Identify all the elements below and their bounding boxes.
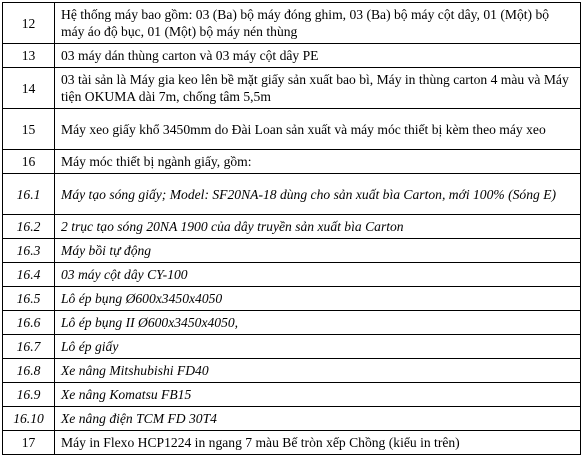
table-row xyxy=(3,44,581,68)
row-number: 16.9 xyxy=(3,383,55,407)
table-row xyxy=(3,174,581,215)
row-description: Máy tạo sóng giấy; Model: SF20NA-18 dùng cho sản xuất bìa Carton, mới 100% (Sóng E) xyxy=(55,174,581,215)
table-row xyxy=(3,263,581,287)
row-number: 16.1 xyxy=(3,174,55,215)
row-description: 03 tài sản là Máy gia keo lên bề mặt giấy sản xuất bao bì, Máy in thùng carton 4 màu và Máy tiện OKUMA dài 7m, chống tâm 5,5m xyxy=(55,68,581,109)
table-row xyxy=(3,3,581,44)
row-number: 12 xyxy=(3,3,55,44)
asset-table-body xyxy=(3,3,581,455)
table-row xyxy=(3,383,581,407)
table-row xyxy=(3,335,581,359)
row-description: Xe nâng điện TCM FD 30T4 xyxy=(55,407,581,431)
row-number: 16.2 xyxy=(3,215,55,239)
row-description: Xe nâng Komatsu FB15 xyxy=(55,383,581,407)
row-description: 2 trục tạo sóng 20NA 1900 của dây truyền sản xuất bìa Carton xyxy=(55,215,581,239)
row-number: 16 xyxy=(3,150,55,174)
row-number: 14 xyxy=(3,68,55,109)
row-number: 17 xyxy=(3,431,55,455)
row-description: Máy xeo giấy khổ 3450mm do Đài Loan sản xuất và máy móc thiết bị kèm theo máy xeo xyxy=(55,109,581,150)
row-number: 16.3 xyxy=(3,239,55,263)
row-description: Máy móc thiết bị ngành giấy, gồm: xyxy=(55,150,581,174)
table-row xyxy=(3,215,581,239)
table-row xyxy=(3,407,581,431)
row-description: 03 máy dán thùng carton và 03 máy cột dây PE xyxy=(55,44,581,68)
row-number: 16.5 xyxy=(3,287,55,311)
table-row xyxy=(3,109,581,150)
row-description: Lô ép bụng II Ø600x3450x4050, xyxy=(55,311,581,335)
table-row xyxy=(3,359,581,383)
table-row xyxy=(3,431,581,455)
table-row xyxy=(3,311,581,335)
row-description: Lô ép giấy xyxy=(55,335,581,359)
table-row xyxy=(3,239,581,263)
table-row xyxy=(3,68,581,109)
row-description: Hệ thống máy bao gồm: 03 (Ba) bộ máy đóng ghim, 03 (Ba) bộ máy cột dây, 01 (Một) bộ máy áo độ bục, 01 (Một) bộ máy nén thùng xyxy=(55,3,581,44)
row-number: 16.8 xyxy=(3,359,55,383)
row-number: 13 xyxy=(3,44,55,68)
row-number: 16.6 xyxy=(3,311,55,335)
row-description: Máy bồi tự động xyxy=(55,239,581,263)
row-description: 03 máy cột dây CY-100 xyxy=(55,263,581,287)
row-number: 16.10 xyxy=(3,407,55,431)
row-number: 16.4 xyxy=(3,263,55,287)
row-number: 15 xyxy=(3,109,55,150)
row-number: 16.7 xyxy=(3,335,55,359)
row-description: Máy in Flexo HCP1224 in ngang 7 màu Bế tròn xếp Chồng (kiểu in trên) xyxy=(55,431,581,455)
asset-table xyxy=(2,2,581,455)
table-row xyxy=(3,287,581,311)
row-description: Lô ép bụng Ø600x3450x4050 xyxy=(55,287,581,311)
table-row xyxy=(3,150,581,174)
row-description: Xe nâng Mitshubishi FD40 xyxy=(55,359,581,383)
